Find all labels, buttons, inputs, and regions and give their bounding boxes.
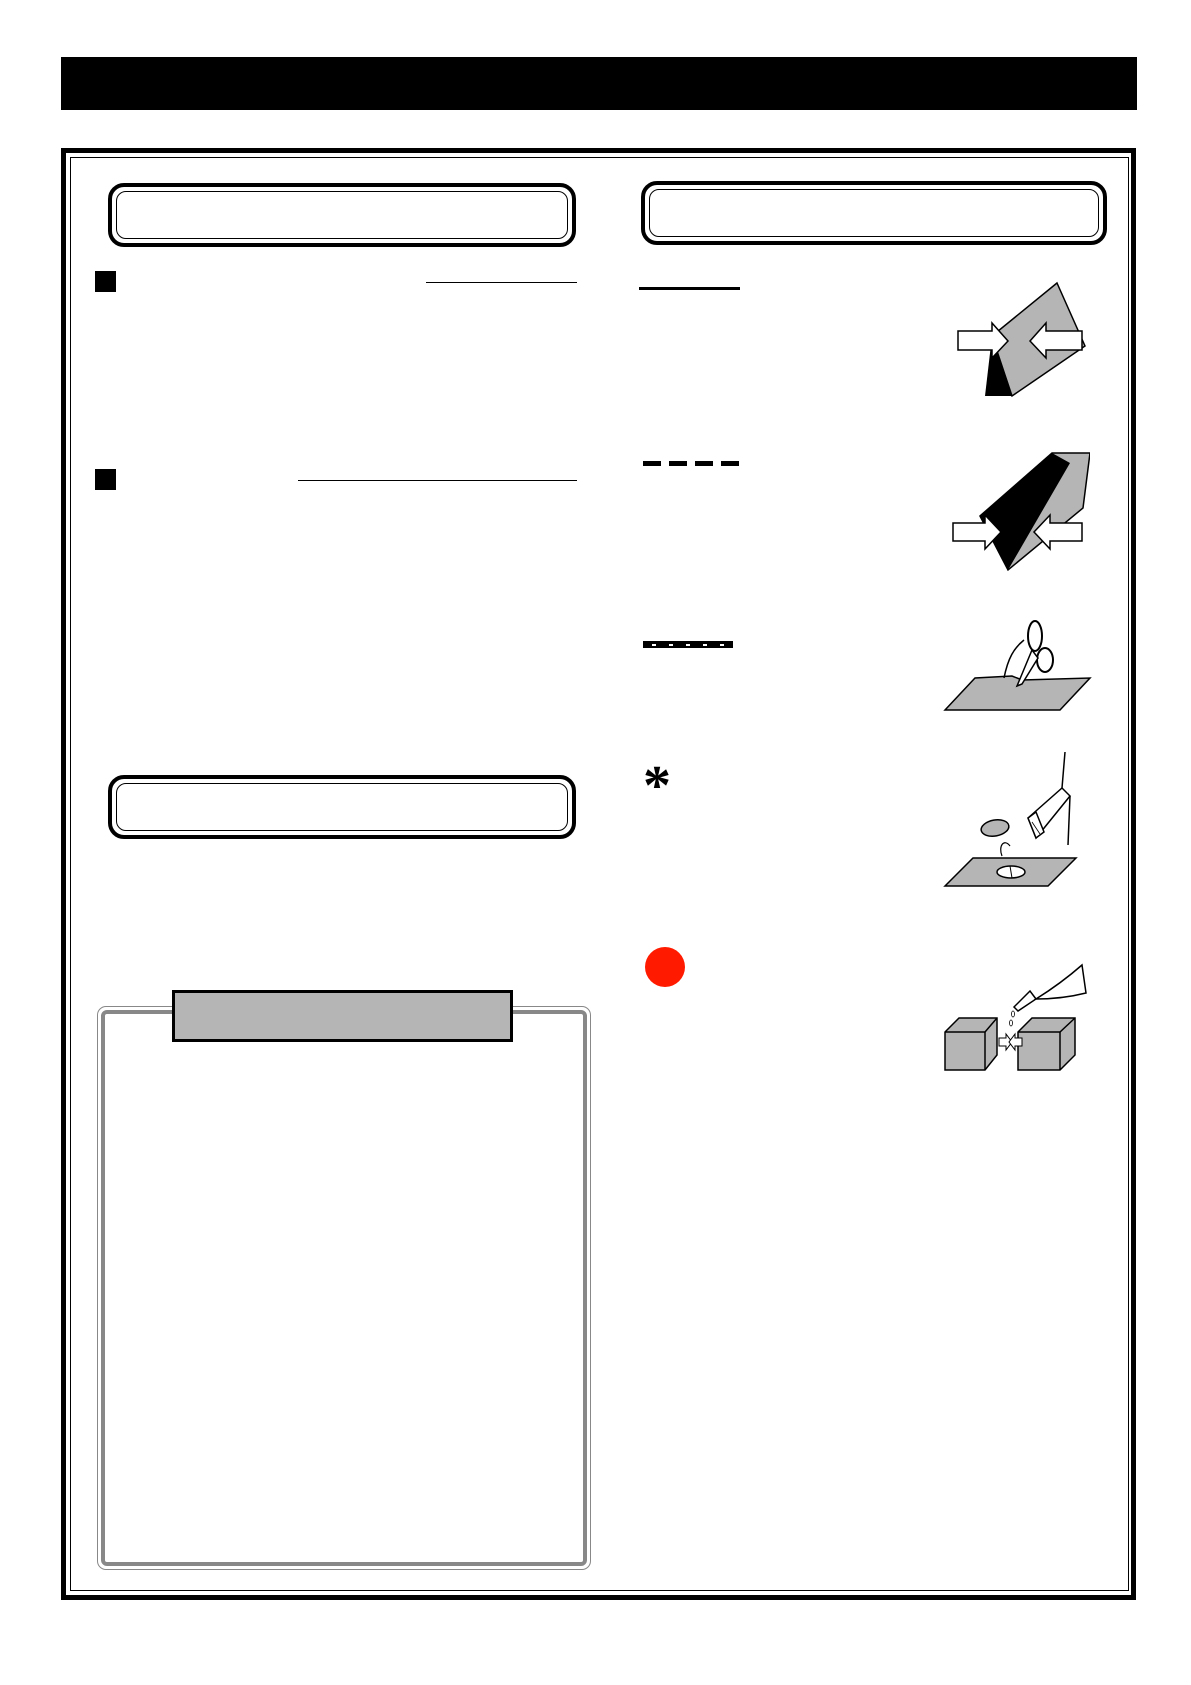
asterisk-symbol: * — [643, 755, 671, 817]
underline — [426, 282, 577, 283]
left-section2-title — [116, 783, 568, 831]
underline — [298, 480, 577, 481]
red-dot-symbol — [645, 947, 685, 987]
left-section-header — [108, 183, 576, 247]
valley-fold-icon — [950, 448, 1090, 573]
right-section-header — [641, 181, 1107, 245]
info-box — [101, 1010, 587, 1566]
scissors-cut-icon — [942, 618, 1092, 712]
page-title-bar — [61, 57, 1137, 110]
dashed-line-symbol — [643, 461, 743, 467]
mountain-fold-icon — [950, 278, 1090, 403]
bullet-square — [95, 469, 116, 490]
dash-dot-line-symbol — [643, 638, 735, 650]
bullet-square — [95, 271, 116, 292]
left-section2-header — [108, 775, 576, 839]
left-section-title — [116, 191, 568, 239]
solid-line-symbol — [639, 287, 740, 290]
punch-hole-icon — [940, 750, 1090, 890]
right-section-title — [649, 189, 1099, 237]
glue-tube-icon — [942, 955, 1092, 1075]
info-box-title — [172, 990, 513, 1042]
